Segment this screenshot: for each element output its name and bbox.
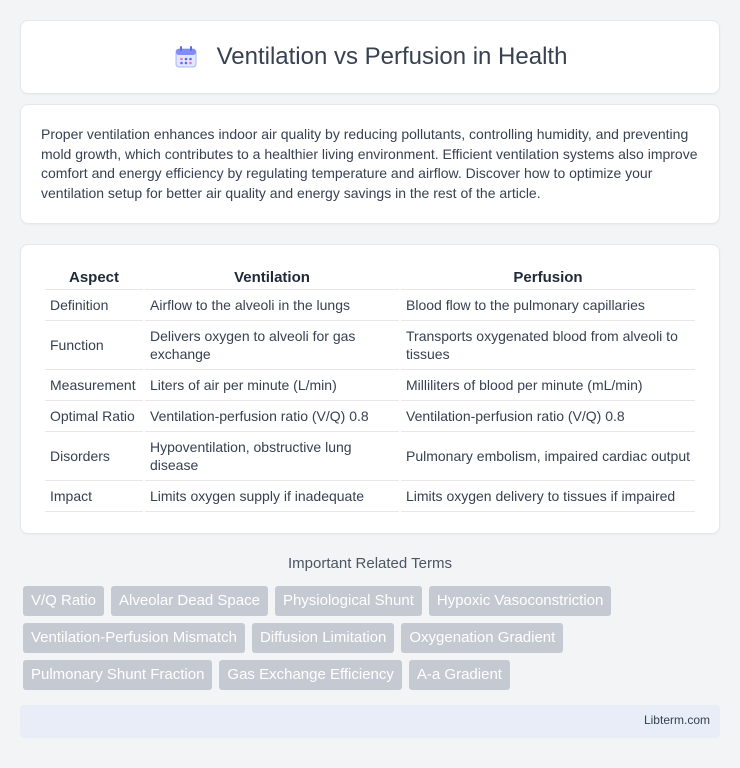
tag-alveolar-dead-space[interactable]: Alveolar Dead Space	[111, 586, 268, 616]
tag-vq-ratio[interactable]: V/Q Ratio	[23, 586, 104, 616]
cell-ventilation: Airflow to the alveoli in the lungs	[145, 290, 399, 321]
footer	[20, 705, 720, 738]
table-header-row	[45, 267, 695, 290]
cell-aspect: Optimal Ratio	[45, 401, 143, 432]
tag-ventilation-perfusion-mismatch[interactable]: Ventilation-Perfusion Mismatch	[23, 623, 245, 653]
intro-card	[20, 104, 720, 224]
cell-ventilation: Hypoventilation, obstructive lung disease	[145, 432, 399, 481]
comparison-table	[43, 267, 697, 512]
cell-perfusion: Ventilation-perfusion ratio (V/Q) 0.8	[401, 401, 695, 432]
intro-text: Proper ventilation enhances indoor air quality by reducing pollutants, controlling humidity, and preventing mold growth, which contributes to a healthier living environment. Efficient ventilation systems also improve comfort and energy efficiency by regulating temperature and airflow. Discover how to optimize your ventilation setup for better air quality and energy savings in the rest of the article.	[41, 126, 698, 201]
page-title: Ventilation vs Perfusion in Health	[216, 43, 568, 70]
cell-aspect: Measurement	[45, 370, 143, 401]
table-row	[45, 290, 695, 321]
cell-perfusion: Transports oxygenated blood from alveoli to tissues	[401, 321, 695, 370]
header-ventilation: Ventilation	[145, 267, 399, 290]
header-perfusion: Perfusion	[401, 267, 695, 290]
cell-aspect: Function	[45, 321, 143, 370]
cell-perfusion: Limits oxygen delivery to tissues if impaired	[401, 481, 695, 512]
cell-aspect: Disorders	[45, 432, 143, 481]
table-row	[45, 401, 695, 432]
tag-diffusion-limitation[interactable]: Diffusion Limitation	[252, 623, 394, 653]
calendar-icon	[173, 44, 199, 70]
comparison-table-card	[20, 244, 720, 534]
tag-hypoxic-vasoconstriction[interactable]: Hypoxic Vasoconstriction	[429, 586, 611, 616]
table-row	[45, 321, 695, 370]
tag-gas-exchange-efficiency[interactable]: Gas Exchange Efficiency	[219, 660, 401, 690]
tag-a-a-gradient[interactable]: A-a Gradient	[409, 660, 510, 690]
table-row	[45, 370, 695, 401]
footer-brand-link[interactable]: Libterm.com	[643, 713, 710, 727]
related-terms-tags	[23, 586, 723, 690]
header-aspect: Aspect	[45, 267, 143, 290]
cell-ventilation: Limits oxygen supply if inadequate	[145, 481, 399, 512]
cell-ventilation: Liters of air per minute (L/min)	[145, 370, 399, 401]
header-card	[20, 20, 720, 94]
tag-pulmonary-shunt-fraction[interactable]: Pulmonary Shunt Fraction	[23, 660, 212, 690]
cell-perfusion: Blood flow to the pulmonary capillaries	[401, 290, 695, 321]
cell-aspect: Definition	[45, 290, 143, 321]
cell-ventilation: Ventilation-perfusion ratio (V/Q) 0.8	[145, 401, 399, 432]
tag-physiological-shunt[interactable]: Physiological Shunt	[275, 586, 422, 616]
table-row	[45, 432, 695, 481]
cell-perfusion: Milliliters of blood per minute (mL/min)	[401, 370, 695, 401]
cell-aspect: Impact	[45, 481, 143, 512]
tag-oxygenation-gradient[interactable]: Oxygenation Gradient	[401, 623, 563, 653]
related-terms-title: Important Related Terms	[288, 555, 452, 572]
cell-perfusion: Pulmonary embolism, impaired cardiac output	[401, 432, 695, 481]
cell-ventilation: Delivers oxygen to alveoli for gas exchange	[145, 321, 399, 370]
table-row	[45, 481, 695, 512]
